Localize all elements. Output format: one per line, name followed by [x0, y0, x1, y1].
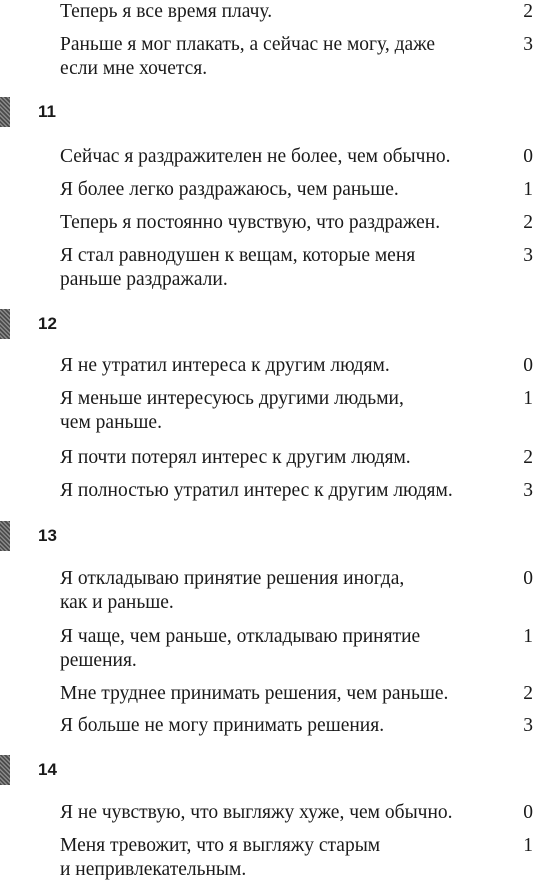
answer-score: 3 — [523, 245, 533, 266]
question-number: 13 — [38, 526, 57, 545]
section-marker-bar — [0, 309, 10, 339]
answer-text: Я чаще, чем раньше, откладываю принятие решения. — [60, 626, 421, 671]
answer-text: Раньше я мог плакать, а сейчас не могу, даже если мне хочется. — [60, 34, 436, 79]
answer-text: Я почти потерял интерес к другим людям. — [60, 447, 411, 468]
answer-text: Я меньше интересуюсь другими людьми, чем раньше. — [60, 388, 404, 433]
answer-score: 0 — [523, 146, 533, 167]
answer-text: Я стал равнодушен к вещам, которые меня раньше раздражали. — [60, 245, 416, 290]
answer-score: 2 — [523, 447, 533, 468]
answer-score: 2 — [523, 212, 533, 233]
answer-score: 2 — [523, 683, 533, 704]
answer-score: 2 — [523, 1, 533, 22]
answer-text: Теперь я все время плачу. — [60, 1, 273, 22]
question-header — [0, 521, 534, 551]
question-header — [0, 309, 534, 339]
answer-text: Меня тревожит, что я выгляжу старым и непривлекательным. — [60, 835, 381, 880]
answer-score: 0 — [523, 355, 533, 376]
answer-text: Теперь я постоянно чувствую, что раздражен. — [60, 212, 441, 233]
answer-score: 3 — [523, 34, 533, 55]
answer-text: Я не утратил интереса к другим людям. — [60, 355, 390, 376]
answer-text: Я более легко раздражаюсь, чем раньше. — [60, 179, 399, 200]
section-marker-bar — [0, 755, 10, 785]
answer-score: 3 — [523, 715, 533, 736]
section-marker-bar — [0, 521, 10, 551]
question-number: 14 — [38, 760, 57, 779]
answer-text: Я не чувствую, что выгляжу хуже, чем обычно. — [60, 802, 453, 823]
section-marker-bar — [0, 97, 10, 127]
question-header — [0, 97, 534, 127]
answer-text: Я откладываю принятие решения иногда, как и раньше. — [60, 568, 405, 613]
answer-score: 1 — [523, 179, 533, 200]
question-header — [0, 755, 534, 785]
answer-score: 1 — [523, 388, 533, 409]
answer-score: 0 — [523, 568, 533, 589]
answer-text: Мне труднее принимать решения, чем раньше. — [60, 683, 449, 704]
question-number: 12 — [38, 314, 57, 333]
answer-score: 1 — [523, 835, 533, 856]
question-number: 11 — [38, 102, 56, 121]
answer-score: 0 — [523, 802, 533, 823]
answer-score: 1 — [523, 626, 533, 647]
answer-score: 3 — [523, 480, 533, 501]
answer-text: Я больше не могу принимать решения. — [60, 715, 385, 736]
answer-text: Я полностью утратил интерес к другим людям. — [60, 480, 453, 501]
answer-text: Сейчас я раздражителен не более, чем обычно. — [60, 146, 451, 167]
